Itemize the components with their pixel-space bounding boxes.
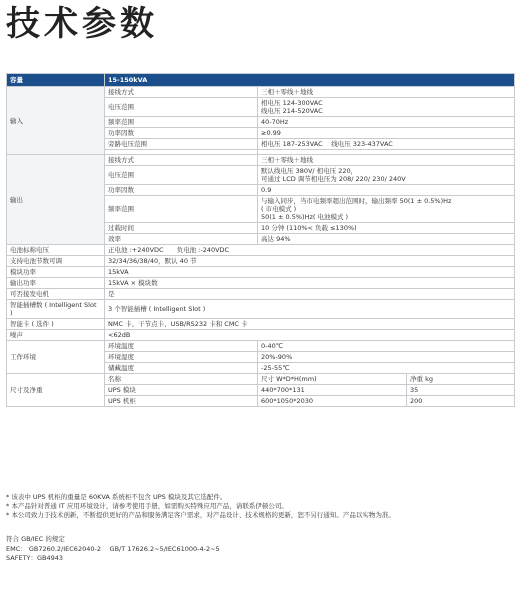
row-name: 电压范围 xyxy=(105,98,258,117)
environment-group-label: 工作环境 xyxy=(7,341,105,374)
row-name: 支持电池节数可调 xyxy=(7,256,105,267)
row-name: 智能卡 ( 选件 ) xyxy=(7,319,105,330)
row-value-line: 默认线电压 380V/ 相电压 220， xyxy=(261,167,358,175)
column-header: 名称 xyxy=(105,374,258,385)
table-row xyxy=(7,278,515,289)
row-value: 三相＋零线＋地线 xyxy=(258,155,515,166)
standards-heading: 符合 GB/IEC 的规定 xyxy=(6,535,65,543)
table-row xyxy=(7,267,515,278)
row-value-line: ( 市电模式 ) xyxy=(261,205,297,213)
row-value xyxy=(258,196,515,223)
row-value: 40-70Hz xyxy=(258,117,515,128)
table-row xyxy=(7,155,515,166)
column-header: 净重 kg xyxy=(407,374,515,385)
table-header-row xyxy=(7,74,515,87)
footnote: * 本产品针对普通 IT 应用环境设计，请参考使用手册，如需购买特殊应用产品，请联系伊顿公司。 xyxy=(6,502,288,510)
input-group-label: 输入 xyxy=(7,87,105,155)
row-name: 频率范围 xyxy=(105,117,258,128)
row-name: 电池标称电压 xyxy=(7,245,105,256)
table-row xyxy=(7,374,515,385)
row-name: 频率范围 xyxy=(105,196,258,223)
footnote: * 本公司致力于技术创新，不断提供更好的产品和服务满足客户需求，对产品设计、技术规格的更新，恕不另行通知。产品以实物为准。 xyxy=(6,511,395,519)
table-row xyxy=(7,87,515,98)
row-weight: 200 xyxy=(407,396,515,407)
row-value: 32/34/36/38/40，默认 40 节 xyxy=(105,256,515,267)
row-name: 过载时间 xyxy=(105,223,258,234)
table-row xyxy=(7,300,515,319)
row-value: NMC 卡、干节点卡、USB/RS232 卡和 CMC 卡 xyxy=(105,319,515,330)
row-value: <62dB xyxy=(105,330,515,341)
row-name: 效率 xyxy=(105,234,258,245)
row-name: 环境温度 xyxy=(105,341,258,352)
standards-line: SAFETY：GB4943 xyxy=(6,554,64,562)
row-name: 功率因数 xyxy=(105,185,258,196)
table-row xyxy=(7,319,515,330)
row-value-line: 50(1 ± 0.5%)Hz( 电池模式 ) xyxy=(261,213,349,221)
row-value-line: 与输入同步，当市电频率超出范围时，输出频率 50(1 ± 0.5%)Hz xyxy=(261,197,452,205)
row-value: 15kVA xyxy=(105,267,515,278)
output-group-label: 输出 xyxy=(7,155,105,245)
row-value: ≥0.99 xyxy=(258,128,515,139)
row-value: 20%-90% xyxy=(258,352,515,363)
row-name: UPS 机柜 xyxy=(105,396,258,407)
table-row xyxy=(7,341,515,352)
row-value xyxy=(258,98,515,117)
spec-table xyxy=(6,73,515,407)
standards-block xyxy=(6,535,518,564)
row-name: 旁路电压范围 xyxy=(105,139,258,150)
row-name: 接线方式 xyxy=(105,87,258,98)
row-value xyxy=(258,166,515,185)
standards-line: EMC： GB7260.2/IEC62040-2 GB/T 17626.2~5/IEC61000-4-2~5 xyxy=(6,544,220,553)
table-row xyxy=(7,245,515,256)
footnote: * 该表中 UPS 机柜的重量是 60KVA 系统柜不包含 UPS 模块及其它选配件。 xyxy=(6,493,227,501)
row-value-line: 可通过 LCD 调节相电压为 208/ 220/ 230/ 240V xyxy=(261,175,406,183)
table-row xyxy=(7,289,515,300)
row-value: 0-40℃ xyxy=(258,341,515,352)
row-size: 600*1050*2030 xyxy=(258,396,407,407)
capacity-label: 容量 xyxy=(7,74,105,87)
row-name: 可否接发电机 xyxy=(7,289,105,300)
column-header: 尺寸 W*D*H(mm) xyxy=(258,374,407,385)
page-title: 技术参数 xyxy=(6,4,158,44)
row-value: 三相＋零线＋地线 xyxy=(258,87,515,98)
row-name: 电压范围 xyxy=(105,166,258,185)
row-value: 相电压 187-253VAC 线电压 323-437VAC xyxy=(258,139,515,150)
row-name: 功率因数 xyxy=(105,128,258,139)
row-value: 高达 94% xyxy=(258,234,515,245)
row-value: 10 分钟 (110%< 负载 ≤130%) xyxy=(258,223,515,234)
row-name: 接线方式 xyxy=(105,155,258,166)
row-name: 环境湿度 xyxy=(105,352,258,363)
row-value: 是 xyxy=(105,289,515,300)
row-name: 智能插槽数 ( Intelligent Slot ) xyxy=(7,300,105,319)
row-size: 440*700*131 xyxy=(258,385,407,396)
row-value: 3 个智能插槽 ( Intelligent Slot ) xyxy=(105,300,515,319)
row-value-line: 相电压 124-300VAC xyxy=(261,99,323,107)
table-row xyxy=(7,330,515,341)
row-value-line: 线电压 214-520VAC xyxy=(261,107,323,115)
table-row xyxy=(7,256,515,267)
row-name: 储藏温度 xyxy=(105,363,258,374)
row-value: -25-55℃ xyxy=(258,363,515,374)
row-name: 噪声 xyxy=(7,330,105,341)
capacity-value: 15-150kVA xyxy=(105,74,515,87)
row-name: UPS 模块 xyxy=(105,385,258,396)
row-value: 15kVA × 模块数 xyxy=(105,278,515,289)
row-name: 输出功率 xyxy=(7,278,105,289)
row-name: 模块功率 xyxy=(7,267,105,278)
footnotes xyxy=(6,493,518,520)
row-value: 正电池 :+240VDC 负电池 :-240VDC xyxy=(105,245,515,256)
row-value: 0.9 xyxy=(258,185,515,196)
dimensions-group-label: 尺寸及净重 xyxy=(7,374,105,407)
row-weight: 35 xyxy=(407,385,515,396)
